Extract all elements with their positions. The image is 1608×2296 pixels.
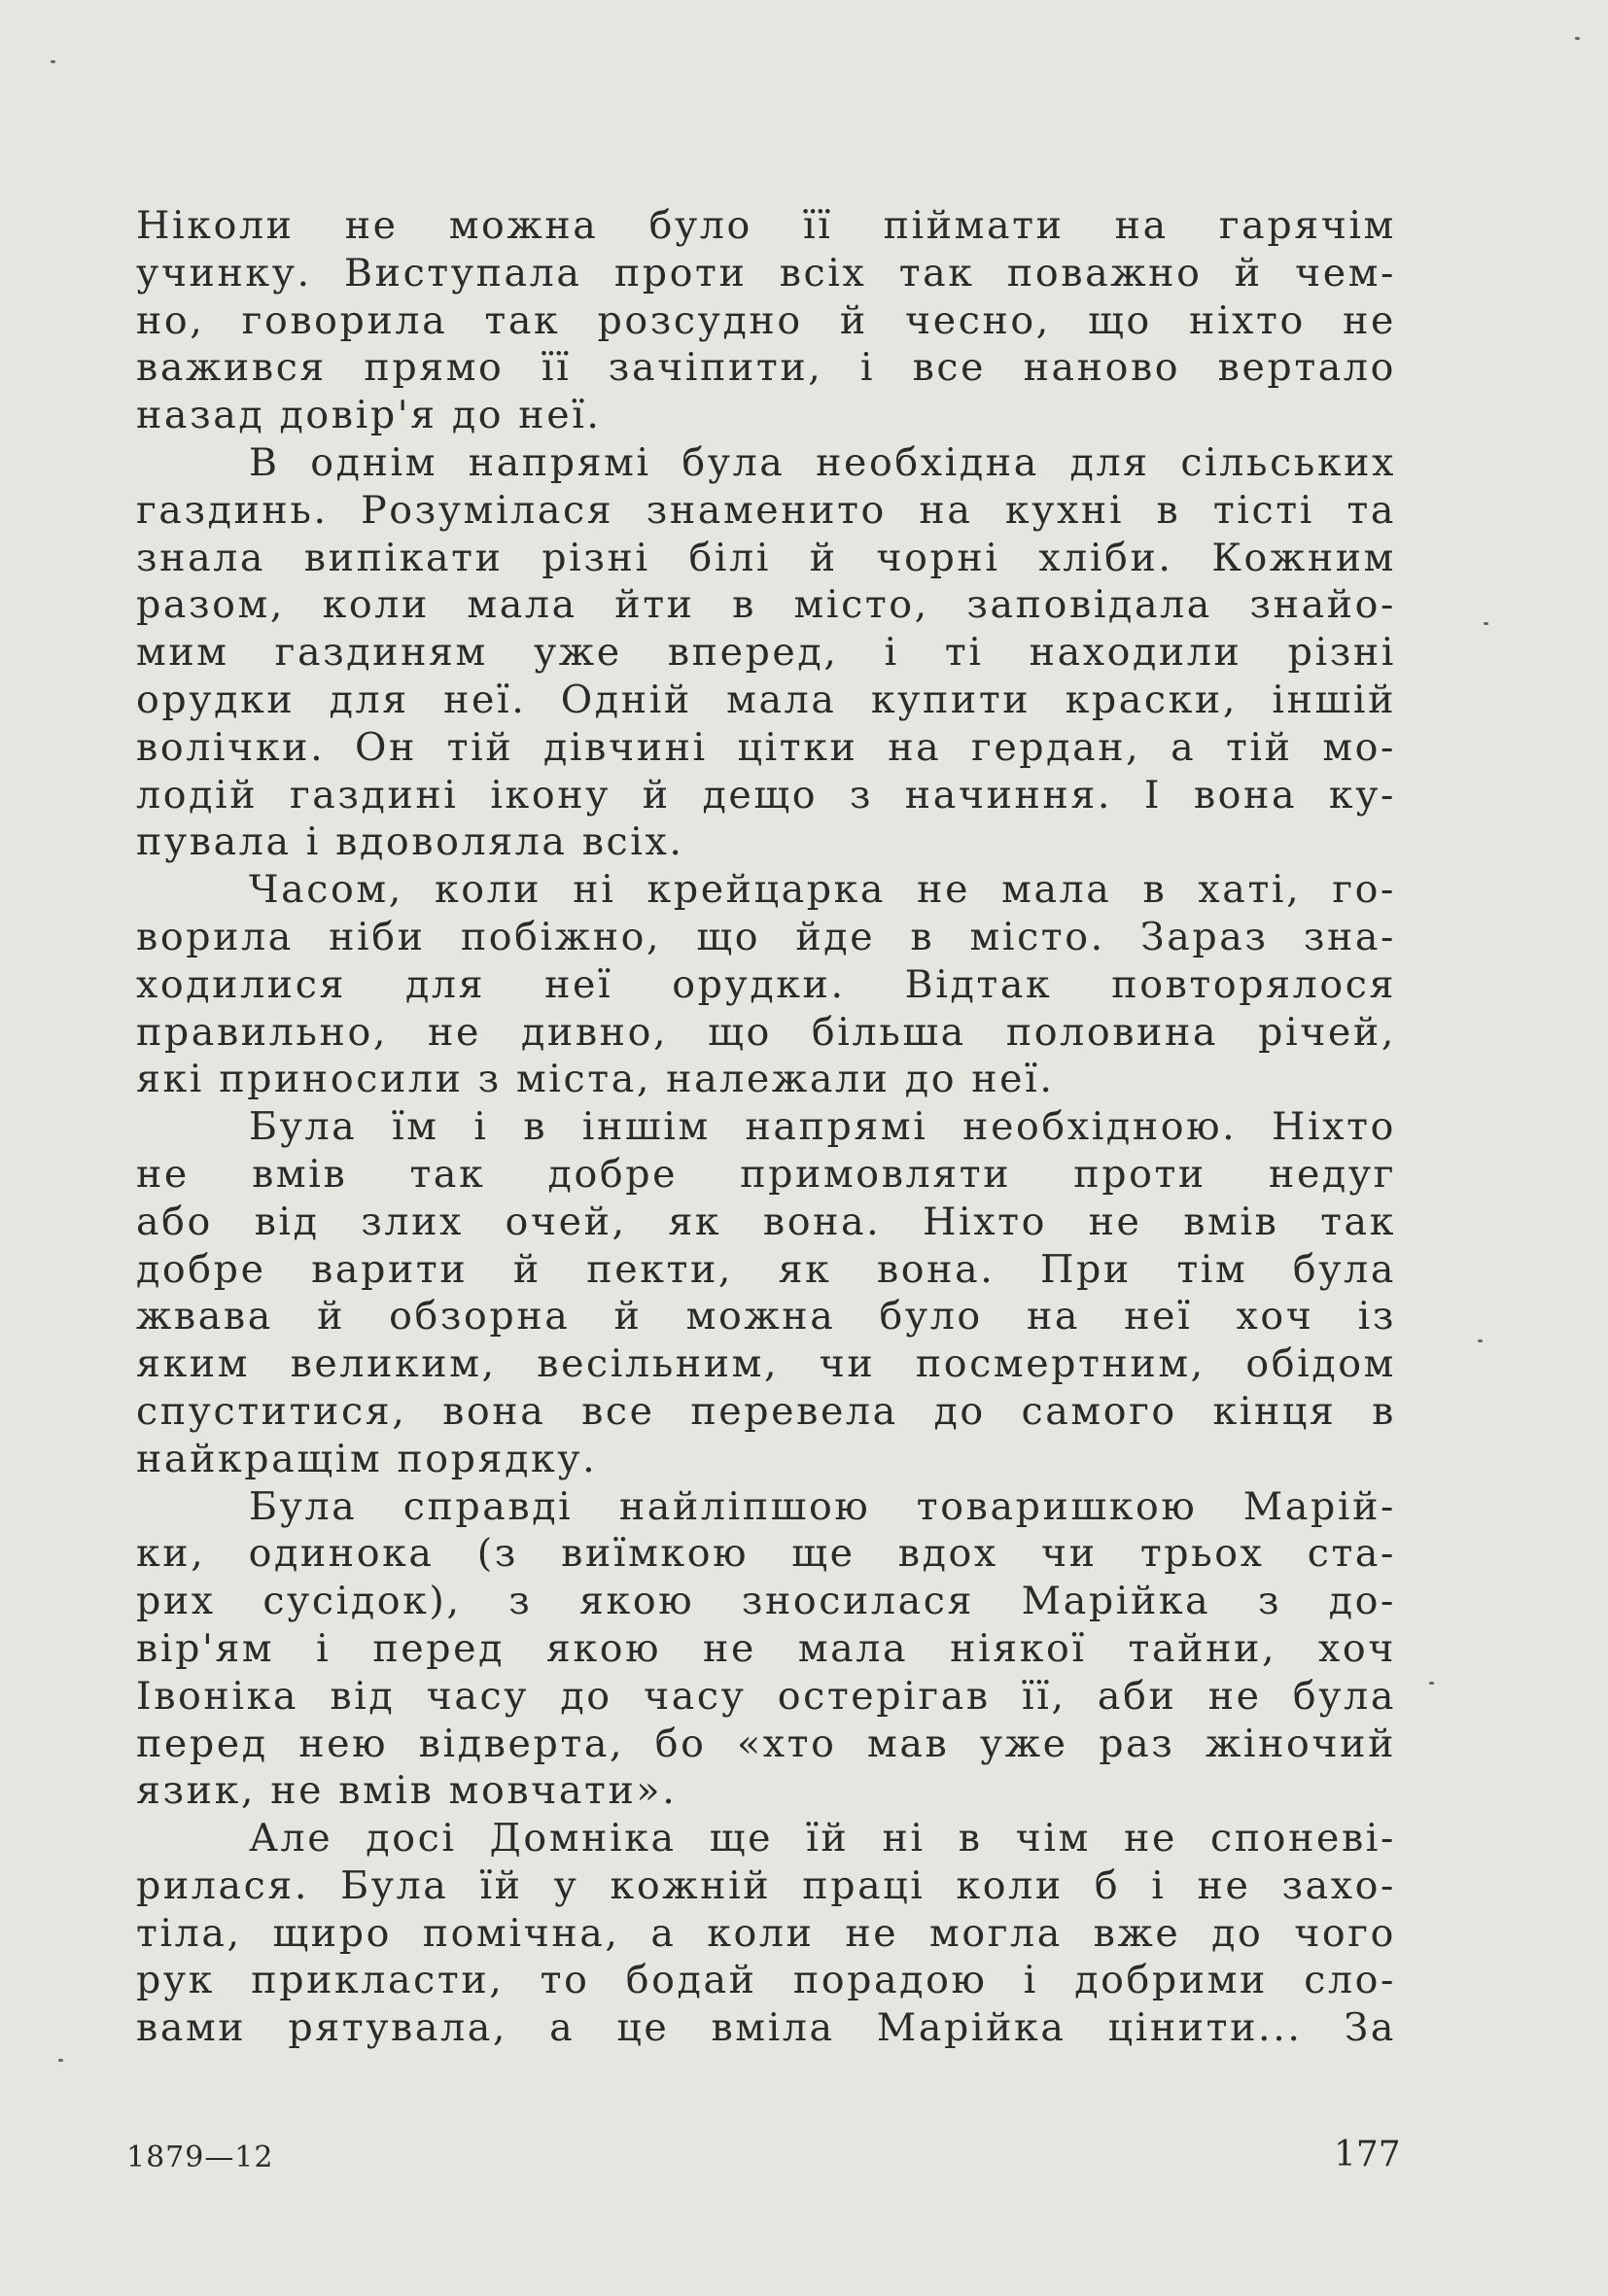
text-line: спуститися, вона все перевела до самого кінця в: [136, 1388, 1396, 1434]
text-line: жвава й обзорна й можна було на неї хоч із: [136, 1294, 1396, 1339]
text-line: ворила ніби побіжно, що йде в місто. Зараз зна-: [136, 914, 1396, 959]
text-line: Івоніка від часу до часу остерігав її, аби не була: [136, 1673, 1396, 1719]
text-line: учинку. Виступала проти всіх так поважно й чем-: [136, 250, 1396, 296]
text-line: рих сусідок), з якою зносилася Марійка з до-: [136, 1579, 1396, 1624]
text-line: газдинь. Розумілася знаменито на кухні в тісті та: [136, 487, 1396, 533]
text-line: лодій газдині ікону й дещо з начиння. І вона ку-: [136, 772, 1396, 818]
text-line: мим газдиням уже вперед, і ті находили різні: [136, 630, 1396, 676]
text-line: знала випікати різні білі й чорні хліби. Кожним: [136, 535, 1396, 580]
paper-speck: [1478, 1339, 1483, 1342]
text-line: язик, не вмів мовчати».: [136, 1768, 678, 1814]
text-line: Ніколи не можна було її піймати на гарячім: [136, 203, 1396, 248]
text-line: рилася. Була їй у кожній праці коли б і не захо-: [136, 1862, 1396, 1908]
text-line: важився прямо її зачіпити, і все наново вертало: [136, 345, 1396, 391]
text-line: волічки. Он тій дівчині цітки на гердан, а тій мо-: [136, 724, 1396, 770]
text-line: Часом, коли ні крейцарка не мала в хаті, го-: [249, 867, 1396, 913]
text-line: які приносили з міста, належали до неї.: [136, 1057, 1055, 1102]
text-line: або від злих очей, як вона. Ніхто не вмів так: [136, 1199, 1396, 1244]
text-line: яким великим, весільним, чи посмертним, обідом: [136, 1341, 1396, 1387]
text-line: пувала і вдоволяла всіх.: [136, 819, 684, 865]
paper-speck: [1429, 1682, 1434, 1685]
text-line: разом, коли мала йти в місто, заповідала знайо-: [136, 582, 1396, 628]
paper-speck: [1575, 37, 1580, 40]
text-line: вами рятувала, а це вміла Марійка цінити... За: [136, 2005, 1396, 2051]
text-line: добре варити й пекти, як вона. При тім була: [136, 1246, 1396, 1292]
paper-speck: [1484, 622, 1488, 625]
text-line: рук прикласти, то бодай порадою і добрими сло-: [136, 1958, 1396, 2003]
text-line: орудки для неї. Одній мала купити краски, іншій: [136, 677, 1396, 722]
text-line: но, говорила так розсудно й чесно, що ніхто не: [136, 297, 1396, 343]
text-line: Була їм і в іншім напрямі необхідною. Ніхто: [249, 1104, 1396, 1150]
paper-speck: [51, 60, 55, 63]
text-line: ки, одинока (з виїмкою ще вдох чи трьох ста-: [136, 1531, 1396, 1577]
text-line: Але досі Домніка ще їй ні в чім не споневі-: [249, 1816, 1396, 1861]
text-line: назад довір'я до неї.: [136, 393, 602, 438]
printer-signature: 1879—12: [126, 2140, 274, 2174]
text-line: тіла, щиро помічна, а коли не могла вже до чого: [136, 1910, 1396, 1956]
text-line: ходилися для неї орудки. Відтак повторялося: [136, 961, 1396, 1007]
text-line: перед нею відверта, бо «хто мав уже раз жіночий: [136, 1721, 1396, 1766]
text-line: В однім напрямі була необхідна для сільських: [249, 439, 1396, 485]
text-line: найкращім порядку.: [136, 1436, 598, 1481]
text-line: правильно, не дивно, що більша половина річей,: [136, 1009, 1396, 1055]
text-line: вір'ям і перед якою не мала ніякої тайни, хоч: [136, 1625, 1396, 1671]
body-text: [136, 202, 1396, 2052]
paper-speck: [58, 2059, 63, 2062]
text-line: не вмів так добре примовляти проти недуг: [136, 1151, 1396, 1197]
page-number: 177: [1334, 2135, 1401, 2174]
text-line: Була справді найліпшою товаришкою Марій-: [249, 1483, 1396, 1529]
